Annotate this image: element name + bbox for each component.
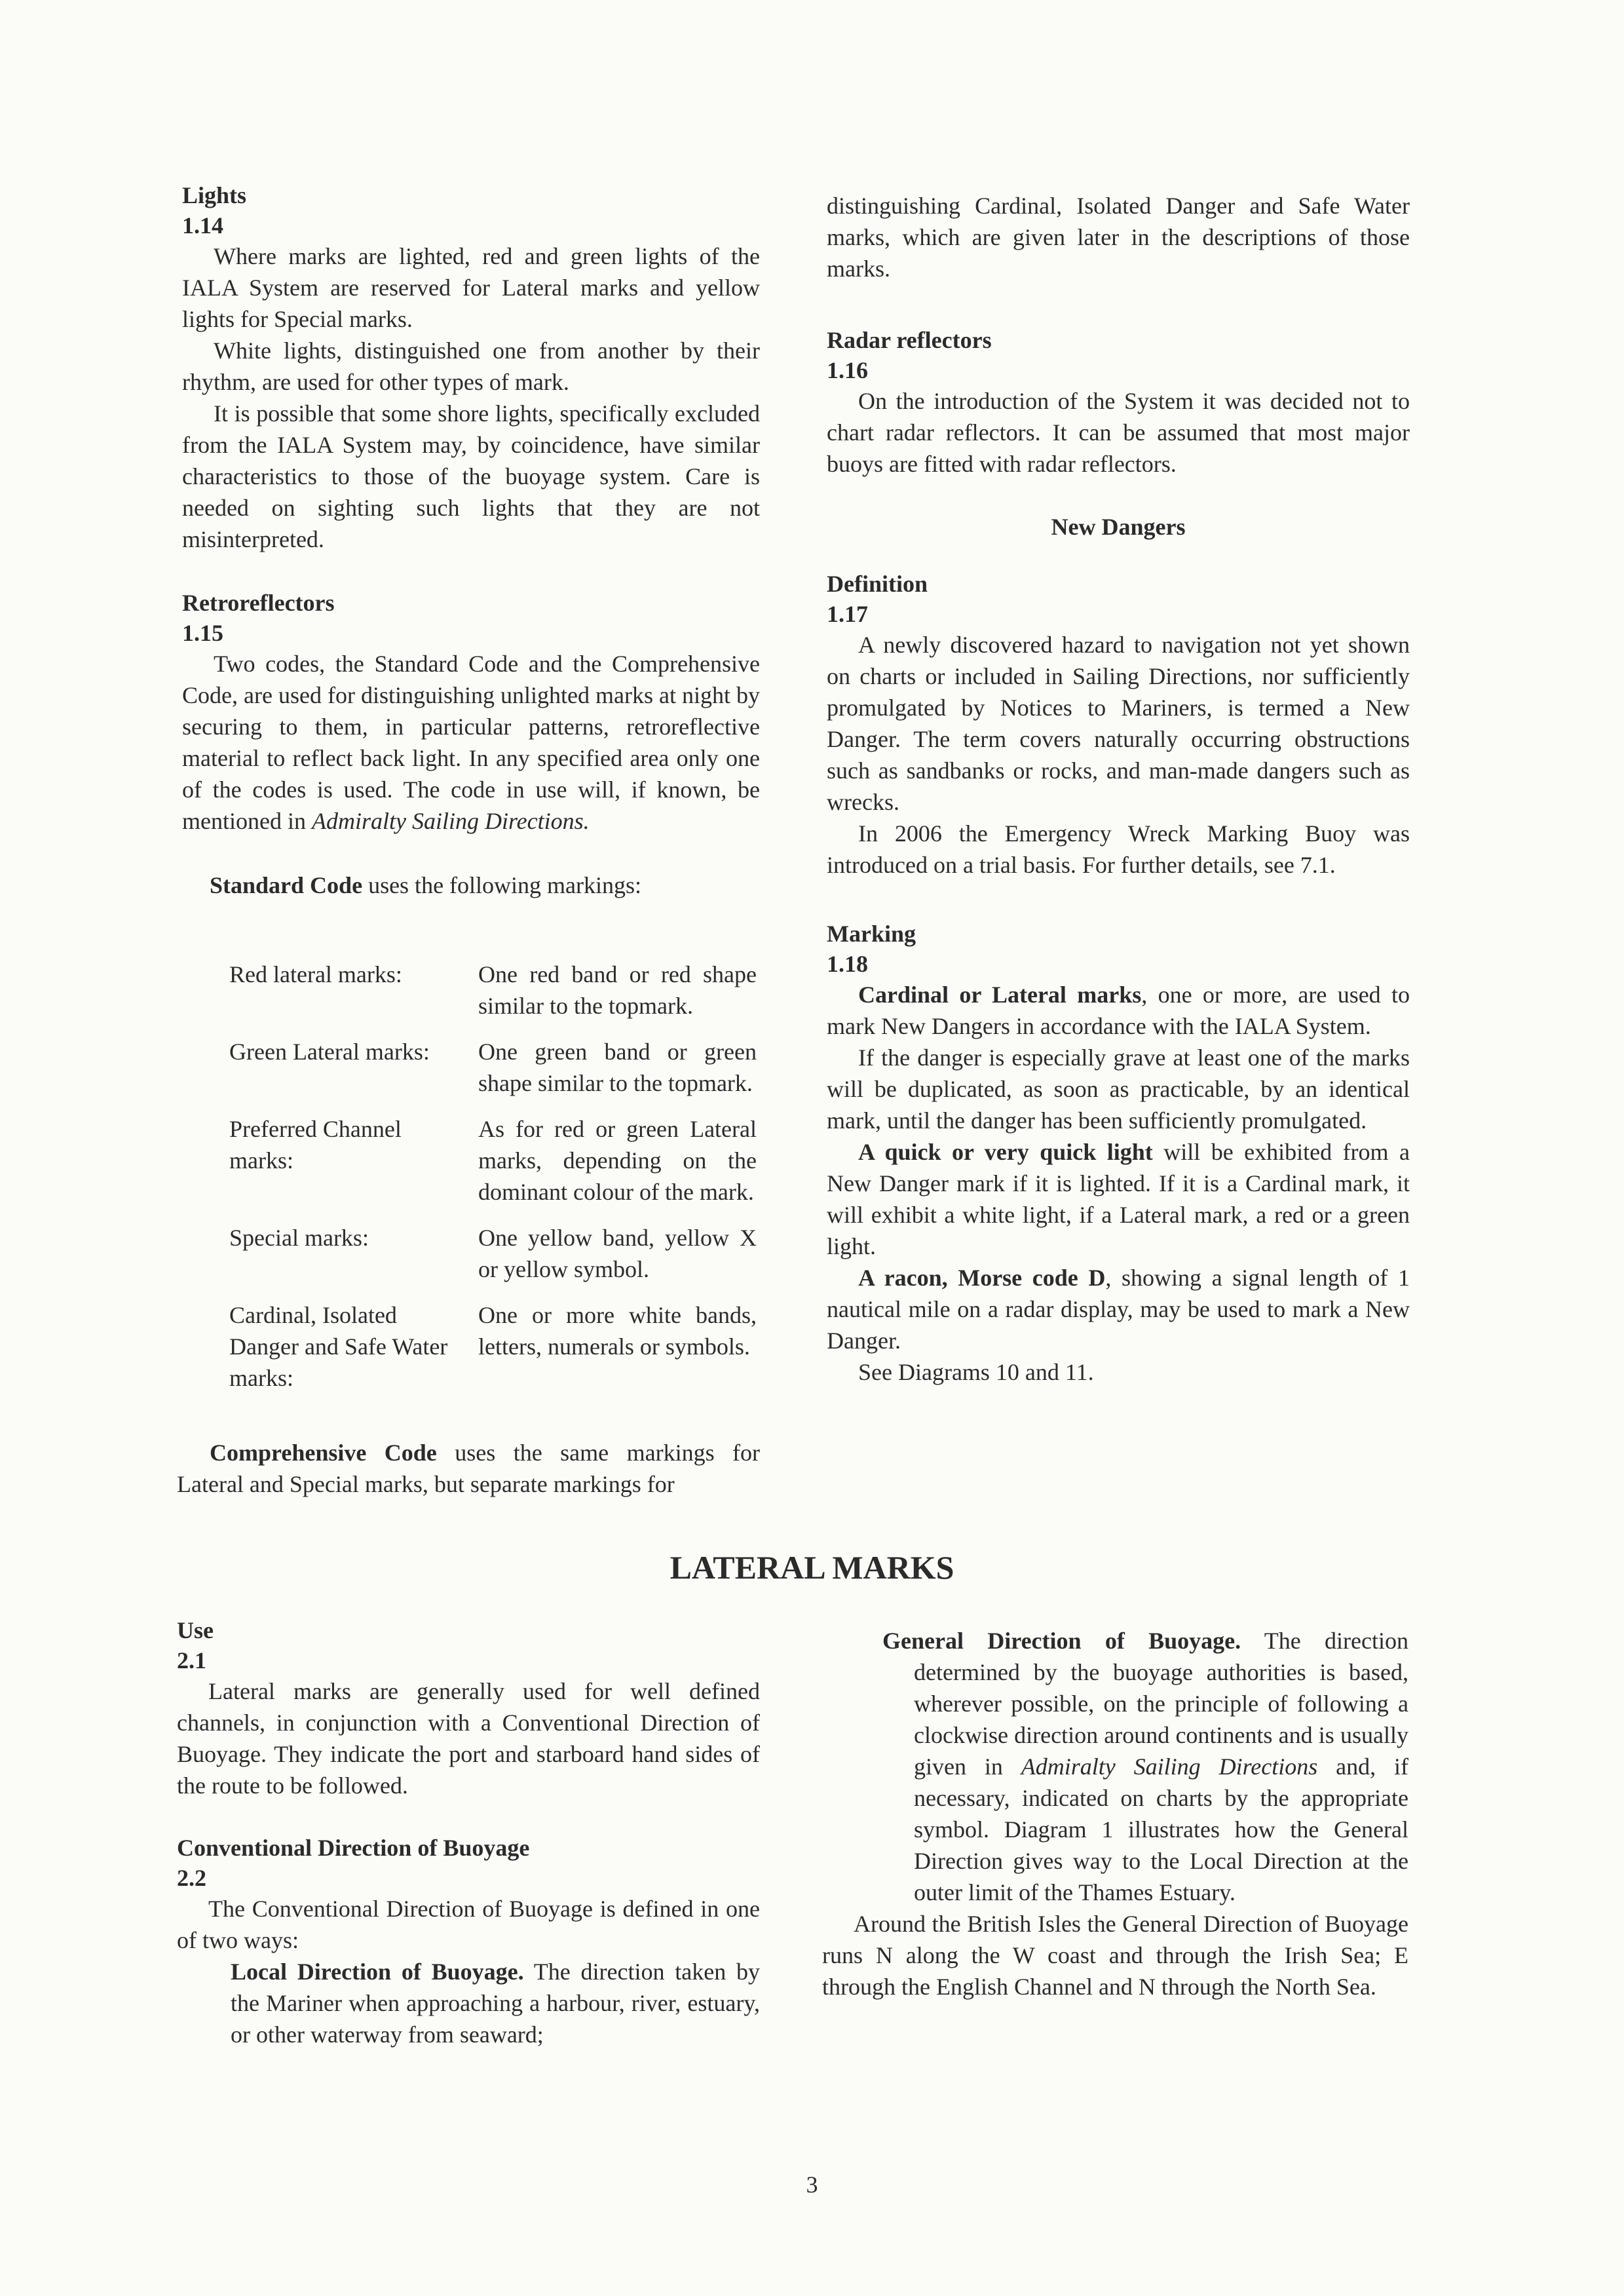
retroreflectors-number: 1.15 [182, 620, 223, 646]
definition-paragraph-2: In 2006 the Emergency Wreck Marking Buoy was introduced on a trial basis. For further details, see 7.1. [827, 820, 1410, 878]
retroreflectors-heading: Retroreflectors [182, 590, 335, 616]
radar-paragraph: On the introduction of the System it was decided not to chart radar reflectors. It can be assumed that most major buoys are fitted with radar reflectors. [827, 388, 1410, 477]
code-label: Cardinal, Isolated Danger and Safe Water marks: [229, 1302, 448, 1391]
comprehensive-code-block [177, 1437, 760, 1500]
new-dangers-title: New Dangers [1051, 514, 1186, 540]
retroreflectors-paragraph: Two codes, the Standard Code and the Comprehensive Code, are used for distinguishing unlighted marks at night by securing to them, in particular patterns, retroreflective material to reflect back light. In any specified area only one of the codes is used. The code in use will, if known, be mentioned in Admiralty Sailing Directions. [182, 651, 760, 834]
marking-paragraph-4: A racon, Morse code D, showing a signal length of 1 nautical mile on a radar display, may be used to mark a New Danger. [827, 1265, 1410, 1354]
general-direction-paragraph: General Direction of Buoyage. The direction determined by the buoyage authorities is based, wherever possible, on the principle of following a clockwise direction around continents and is usually given in Admiralty Sailing Directions and, if necessary, indicated on charts by the appropriate symbol. Diagram 1 illustrates how the General Direction gives way to the Local Direction at the outer limit of the Thames Estuary. [882, 1628, 1409, 1905]
standard-code-label: Standard Code [210, 872, 363, 898]
marking-paragraph-2: If the danger is especially grave at least one of the marks will be duplicated, as soon as practicable, by an identical mark, until the danger has been sufficiently promulgated. [827, 1044, 1410, 1134]
use-heading: Use [177, 1617, 214, 1643]
code-value: One green band or green shape similar to the topmark. [478, 1039, 757, 1096]
general-direction-label: General Direction of Buoyage. [882, 1628, 1241, 1654]
comprehensive-code-label: Comprehensive Code [210, 1440, 437, 1466]
code-value: As for red or green Lateral marks, depending on the dominant colour of the mark. [478, 1116, 757, 1205]
sailing-directions-ref: Admiralty Sailing Directions. [311, 808, 590, 834]
table-row [229, 1222, 757, 1285]
conventional-number: 2.2 [177, 1865, 206, 1891]
radar-number: 1.16 [827, 357, 868, 383]
conventional-heading: Conventional Direction of Buoyage [177, 1835, 530, 1861]
lateral-marks-title: LATERAL MARKS [670, 1549, 954, 1586]
code-value: One yellow band, yellow X or yellow symbol. [478, 1225, 757, 1282]
code-label: Special marks: [229, 1225, 369, 1251]
table-row [229, 1036, 757, 1099]
marking-paragraph-1: Cardinal or Lateral marks, one or more, are used to mark New Dangers in accordance with the IALA System. [827, 982, 1410, 1039]
definition-number: 1.17 [827, 601, 868, 627]
lights-number: 1.14 [182, 212, 223, 239]
page-number: 3 [806, 2172, 818, 2198]
local-direction-paragraph: Local Direction of Buoyage. The direction taken by the Mariner when approaching a harbour, river, estuary, or other waterway from seaward; [231, 1959, 760, 2048]
marking-heading: Marking [827, 921, 916, 947]
continuation-paragraph: distinguishing Cardinal, Isolated Danger and Safe Water marks, which are given later in the descriptions of those marks. [827, 193, 1410, 282]
lights-heading: Lights [182, 182, 247, 208]
marking-paragraph-5: See Diagrams 10 and 11. [858, 1359, 1094, 1385]
around-british-isles-paragraph: Around the British Isles the General Direction of Buoyage runs N along the W coast and through the Irish Sea; E through the English Channel and N through the North Sea. [822, 1911, 1408, 2000]
code-value: One or more white bands, letters, numerals or symbols. [478, 1302, 757, 1360]
right-column-bottom [822, 1625, 1408, 2002]
lights-paragraph-3: It is possible that some shore lights, specifically excluded from the IALA System may, by coincidence, have similar characteristics to those of the buoyage system. Care is needed on sighting such lights that they are not misinterpreted. [182, 400, 760, 552]
use-number: 2.1 [177, 1647, 206, 1674]
radar-heading: Radar reflectors [827, 327, 992, 353]
table-row [229, 1113, 757, 1208]
conventional-paragraph: The Conventional Direction of Buoyage is defined in one of two ways: [177, 1896, 760, 1953]
table-row [229, 959, 757, 1022]
local-direction-label: Local Direction of Buoyage. [231, 1959, 524, 1985]
marking-paragraph-3: A quick or very quick light will be exhibited from a New Danger mark if it is lighted. If it is a Cardinal mark, it will exhibit a white light, if a Lateral mark, a red or a green light. [827, 1139, 1410, 1259]
code-value: One red band or red shape similar to the topmark. [478, 961, 757, 1019]
left-column-bottom [177, 1615, 760, 2050]
table-row [229, 1299, 757, 1394]
sailing-directions-ref-2: Admiralty Sailing Directions [1021, 1753, 1318, 1780]
use-paragraph: Lateral marks are generally used for well defined channels, in conjunction with a Conventional Direction of Buoyage. They indicate the port and starboard hand sides of the route to be followed. [177, 1678, 760, 1799]
left-column-top [182, 180, 760, 901]
standard-code-table [229, 959, 757, 1394]
standard-code-intro: Standard Code uses the following markings: [210, 872, 642, 898]
marking-number: 1.18 [827, 951, 868, 977]
lights-paragraph-2: White lights, distinguished one from another by their rhythm, are used for other types of mark. [182, 337, 760, 395]
code-label: Preferred Channel marks: [229, 1116, 402, 1174]
comprehensive-code-paragraph: Comprehensive Code uses the same markings for Lateral and Special marks, but separate markings for [177, 1440, 761, 1497]
code-label: Red lateral marks: [229, 961, 402, 987]
right-column-top [827, 190, 1410, 1388]
lights-paragraph-1: Where marks are lighted, red and green lights of the IALA System are reserved for Lateral marks and yellow lights for Special marks. [182, 243, 760, 332]
definition-paragraph-1: A newly discovered hazard to navigation not yet shown on charts or included in Sailing Directions, nor sufficiently promulgated by Notices to Mariners, is termed a New Danger. The term covers naturally occurring obstructions such as sandbanks or rocks, and man-made dangers such as wrecks. [827, 632, 1410, 815]
code-label: Green Lateral marks: [229, 1039, 430, 1065]
definition-heading: Definition [827, 571, 928, 597]
